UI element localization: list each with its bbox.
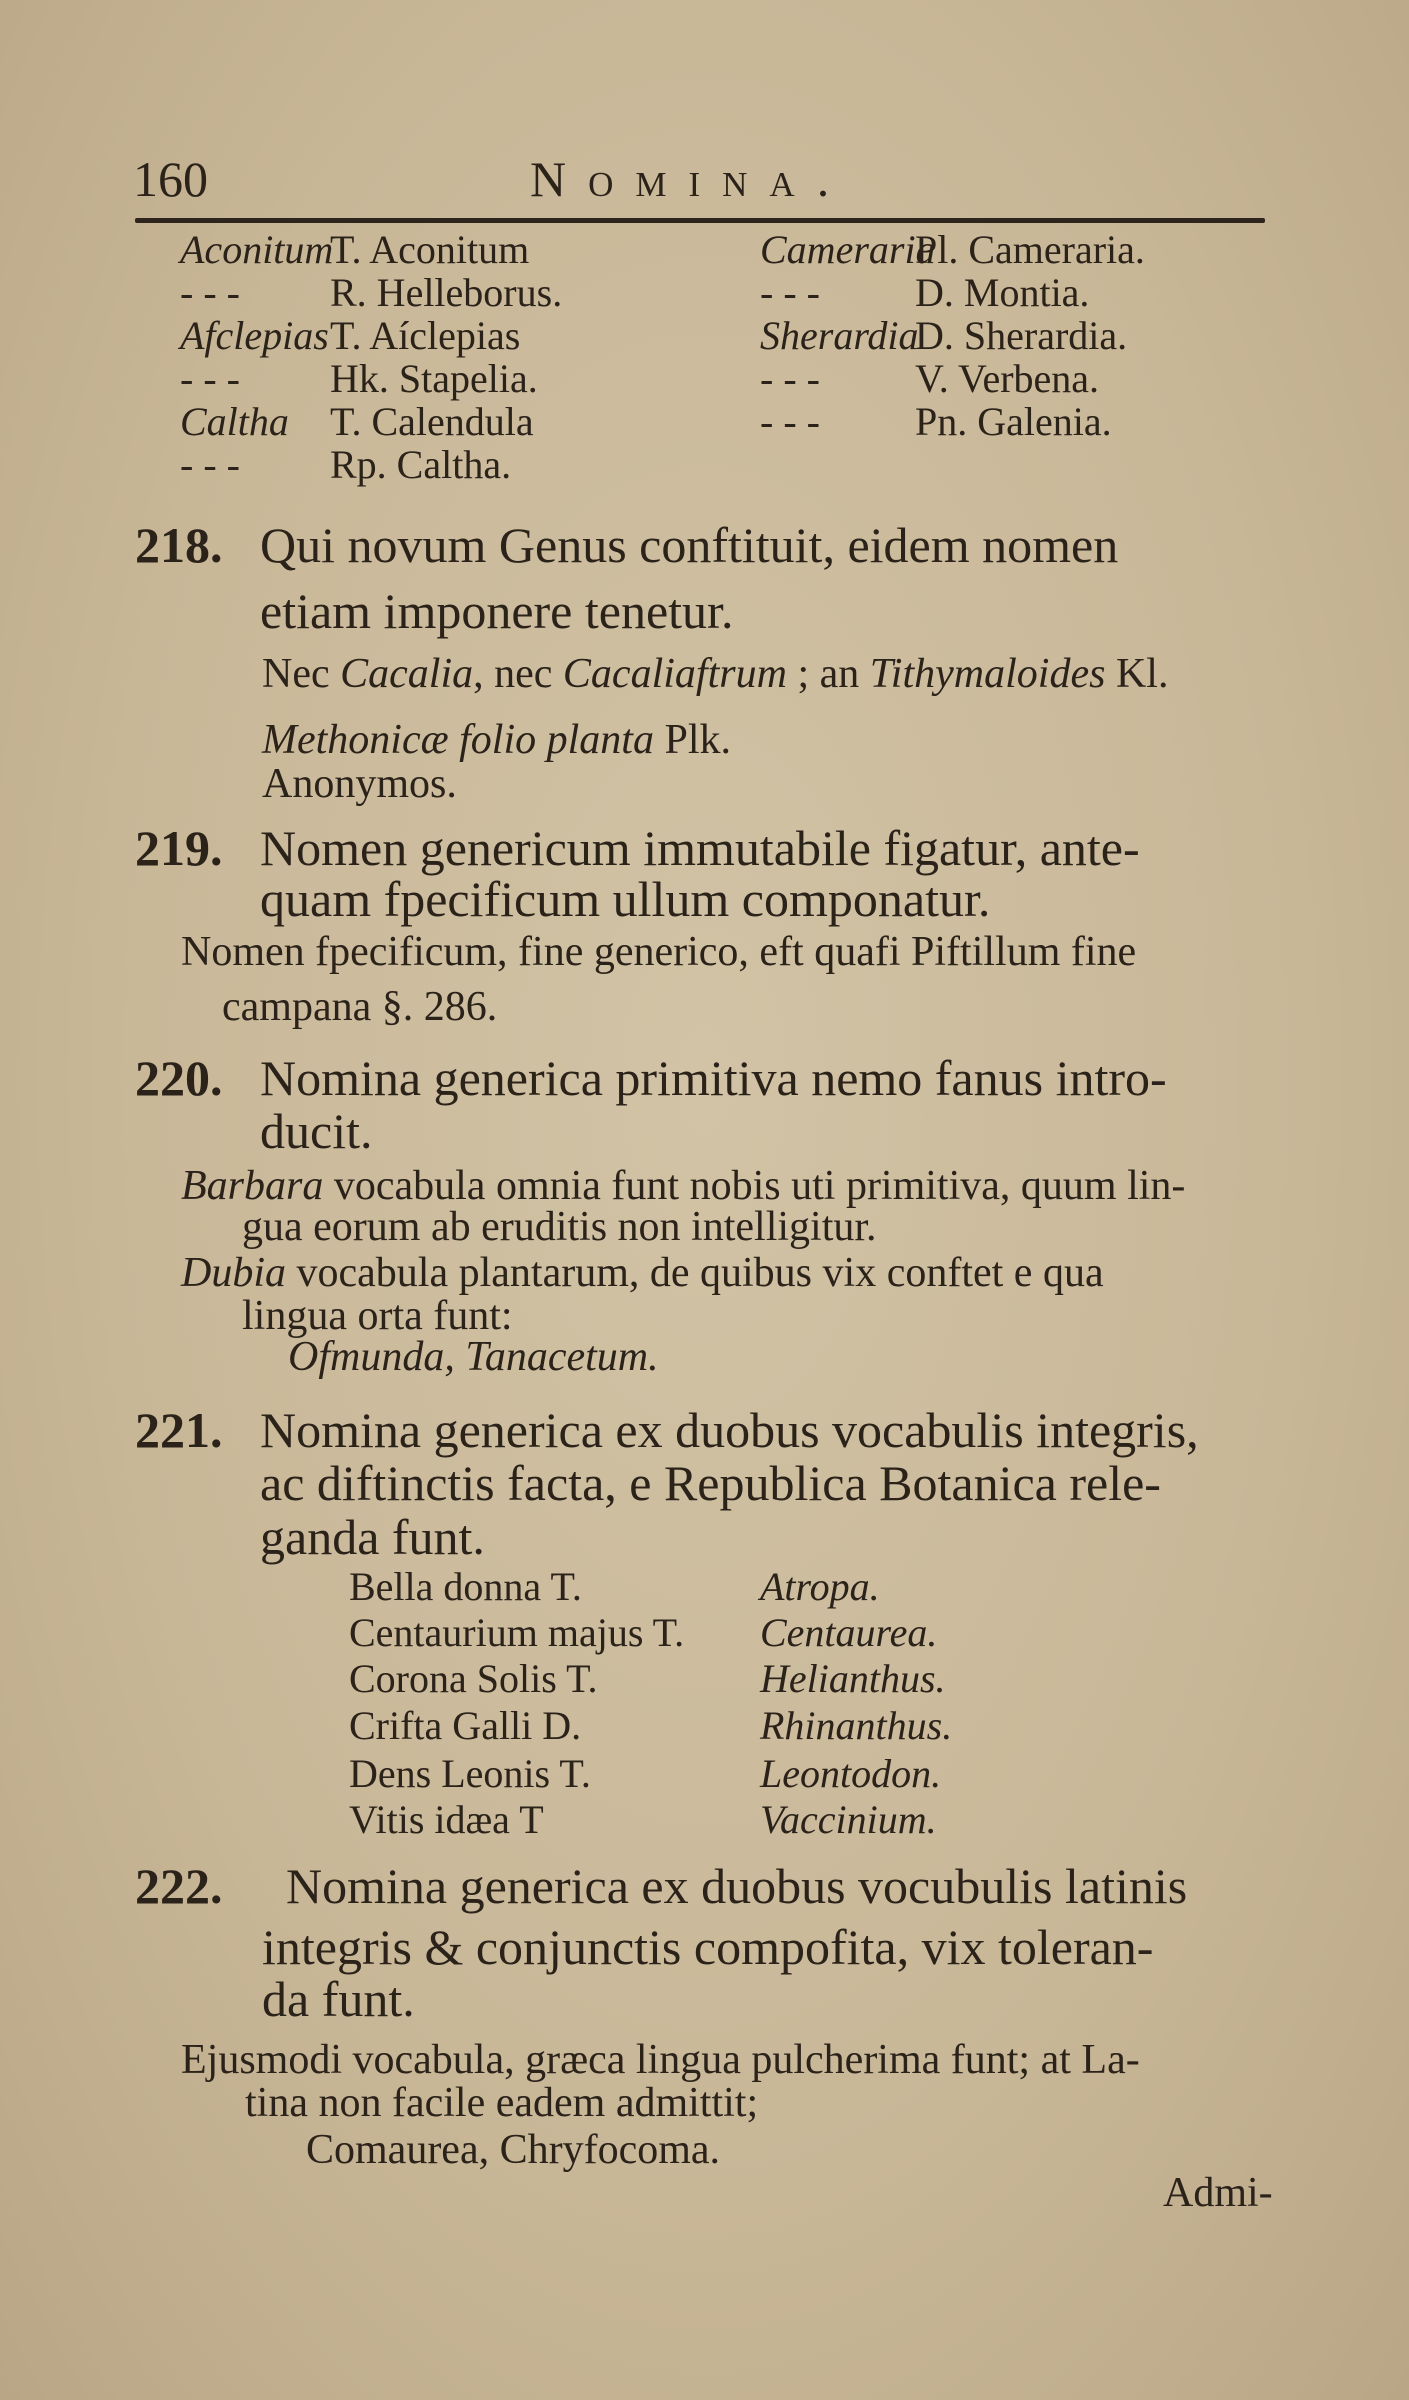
rule-number: 220. <box>135 1050 223 1106</box>
rule-text-line <box>260 582 733 640</box>
new-name: Rhinanthus. <box>760 1703 953 1748</box>
note-line <box>262 760 457 808</box>
genus: Aconitum <box>180 227 334 272</box>
rule-text-line <box>286 1857 1187 1915</box>
new-name: Centaurea. <box>760 1610 938 1655</box>
note-line <box>262 716 731 764</box>
rule-number: 219. <box>135 820 223 876</box>
old-name: Centaurium majus T. <box>349 1610 685 1655</box>
text: Kl. <box>1105 651 1169 697</box>
italic-text: Barbara <box>181 1163 324 1209</box>
italic-text: Tithymaloides <box>869 651 1106 697</box>
rule-number: 218. <box>135 517 223 573</box>
text: Nomina generica ex duobus vocubulis latinis <box>286 1858 1188 1914</box>
rule-text-line <box>260 1049 1167 1107</box>
rule-text-line <box>260 1102 372 1160</box>
new-name: Atropa. <box>760 1564 880 1609</box>
rule-text-line <box>260 819 1140 877</box>
italic-text: Methonicæ folio planta <box>262 717 654 763</box>
text: Plk. <box>653 717 731 763</box>
synonym: Hk. Stapelia. <box>330 356 538 401</box>
text: Ejusmodi vocabula, græca lingua pulcherima funt; at La- <box>181 2037 1140 2083</box>
ditto-marks: - - - <box>760 270 820 315</box>
old-name: Vitis idæa T <box>349 1797 544 1842</box>
text: , nec <box>473 651 563 697</box>
rule-number: 222. <box>135 1858 223 1914</box>
note-line <box>245 2079 758 2127</box>
note-line <box>262 650 1168 698</box>
rule-text-line <box>260 870 990 928</box>
text: ac diftinctis facta, e Republica Botanica rele- <box>260 1455 1161 1511</box>
text: etiam imponere tenetur. <box>260 583 734 639</box>
text: ganda funt. <box>260 1509 485 1565</box>
text: vocabula omnia funt nobis uti primitiva, quum lin- <box>323 1163 1186 1209</box>
note-line <box>181 928 1136 976</box>
synonym: V. Verbena. <box>915 356 1100 401</box>
text: Anonymos. <box>262 761 457 807</box>
note-line <box>222 983 497 1031</box>
rule-text-line <box>260 1508 485 1566</box>
synonym: Pl. Cameraria. <box>915 227 1145 272</box>
genus: Caltha <box>180 399 289 444</box>
text: vocabula plantarum, de quibus vix conftet e qua <box>286 1250 1104 1296</box>
text: ducit. <box>260 1103 373 1159</box>
page-number: 160 <box>133 151 208 207</box>
old-name: Corona Solis T. <box>349 1656 598 1701</box>
new-name: Helianthus. <box>760 1656 946 1701</box>
synonym: Pn. Galenia. <box>915 399 1112 444</box>
text: integris & conjunctis compofita, vix toleran- <box>262 1919 1154 1975</box>
italic-text: Cacaliaftrum <box>562 651 787 697</box>
note-line <box>306 2126 720 2174</box>
text: Nomen fpecificum, fine generico, eft quafi Piftillum fine <box>181 929 1137 975</box>
running-title: Nomina. <box>530 151 852 207</box>
ditto-marks: - - - <box>180 270 240 315</box>
italic-text: Ofmunda, Tanacetum. <box>288 1334 659 1380</box>
note-line <box>181 2036 1140 2084</box>
rule-text-line <box>260 516 1118 574</box>
synonym: D. Montia. <box>915 270 1090 315</box>
ditto-marks: - - - <box>180 442 240 487</box>
synonym: T. Aíclepias <box>330 313 521 358</box>
rule-text-line <box>260 1401 1199 1459</box>
ditto-marks: - - - <box>760 356 820 401</box>
italic-text: Cacalia <box>340 651 474 697</box>
text: quam fpecificum ullum componatur. <box>260 871 991 927</box>
genus: Sherardia <box>760 313 919 358</box>
rule-number: 221. <box>135 1402 223 1458</box>
old-name: Bella donna T. <box>349 1564 582 1609</box>
ditto-marks: - - - <box>180 356 240 401</box>
rule-text-line <box>262 1918 1153 1976</box>
text: Comaurea, Chryfocoma. <box>306 2127 721 2173</box>
text: campana §. 286. <box>222 984 498 1030</box>
synonym: T. Calendula <box>330 399 534 444</box>
genus: Afclepias <box>180 313 329 358</box>
synonym: Rp. Caltha. <box>330 442 512 487</box>
text: Nomina generica primitiva nemo fanus intro- <box>260 1050 1167 1106</box>
old-name: Dens Leonis T. <box>349 1751 591 1796</box>
text: tina non facile eadem admittit; <box>245 2080 759 2126</box>
text: da funt. <box>262 1971 415 2027</box>
text: Nomen genericum immutabile figatur, ante- <box>260 820 1140 876</box>
note-line <box>242 1203 877 1251</box>
synonym: D. Sherardia. <box>915 313 1128 358</box>
rule-text-line <box>260 1454 1161 1512</box>
old-name: Crifta Galli D. <box>349 1703 582 1748</box>
new-name: Vaccinium. <box>760 1797 937 1842</box>
italic-text: Dubia <box>181 1250 286 1296</box>
text: Nec <box>262 651 341 697</box>
rule-text-line <box>262 1970 415 2028</box>
text: Nomina generica ex duobus vocabulis integris, <box>260 1402 1199 1458</box>
new-name: Leontodon. <box>760 1751 942 1796</box>
genus: Cameraria <box>760 227 936 272</box>
text: Qui novum Genus conftituit, eidem nomen <box>260 517 1119 573</box>
header-rule <box>135 218 1265 223</box>
note-line <box>181 1249 1104 1297</box>
synonym: R. Helleborus. <box>330 270 563 315</box>
synonym: T. Aconitum <box>330 227 530 272</box>
text: ; an <box>786 651 870 697</box>
text: lingua orta funt: <box>242 1293 513 1339</box>
note-line <box>288 1333 659 1381</box>
catchword: Admi- <box>1163 2170 1273 2216</box>
ditto-marks: - - - <box>760 399 820 444</box>
text: gua eorum ab eruditis non intelligitur. <box>242 1204 877 1250</box>
